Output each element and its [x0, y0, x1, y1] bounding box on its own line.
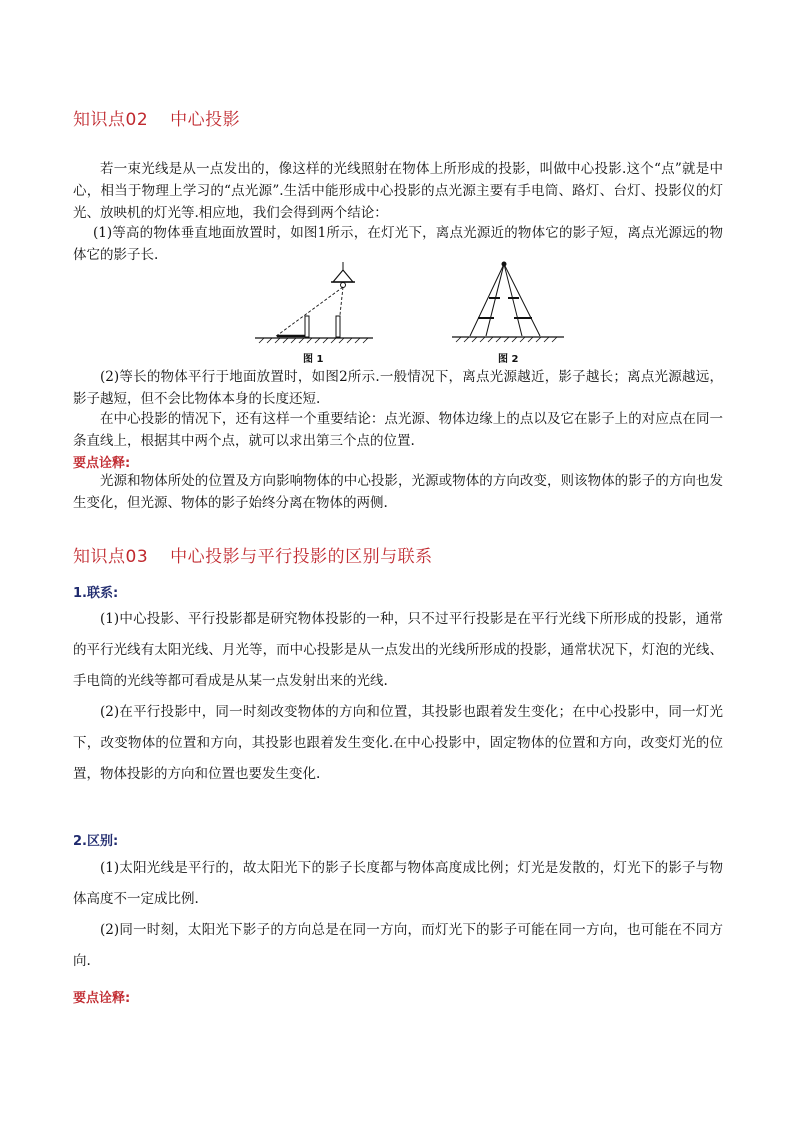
section-02-paragraph-3: (2)等长的物体平行于地面放置时，如图2所示.一般情况下，离点光源越近，影子越长；离点光源越远，影子越短，但不会比物体本身的长度还短. — [73, 369, 723, 407]
link-paragraph-2: (2)在平行投影中，同一时刻改变物体的方向和位置，其投影也跟着发生变化；在中心投影中，同一灯光下，改变物体的位置和方向，其投影也跟着发生变化.在中心投影中，固定物体的位置和方向，改变灯光的位置，物体投影的方向和位置也要发生变化. — [73, 704, 723, 782]
difference-paragraph-1: (1)太阳光线是平行的，故太阳光下的影子长度都与物体高度成比例；灯光是发散的，灯光下的影子与物体高度不一定成比例. — [73, 860, 723, 907]
section-03-number: 知识点03 — [73, 547, 149, 567]
difference-paragraph-2: (2)同一时刻，太阳光下影子的方向总是在同一方向，而灯光下的影子可能在同一方向，也可能在不同方向. — [73, 922, 723, 969]
section-02-paragraph-1: 若一束光线是从一点发出的，像这样的光线照射在物体上所形成的投影，叫做中心投影.这个“点”就是中心，相当于物理上学习的“点光源”.生活中能形成中心投影的点光源主要有手电筒、路灯、台灯、投影仪的灯光、放映机的灯光等.相应地，我们会得到两个结论： — [73, 161, 723, 221]
section-02-number: 知识点02 — [73, 110, 149, 130]
section-03-title: 中心投影与平行投影的区别与联系 — [170, 547, 433, 567]
link-label: 1.联系: — [73, 586, 119, 601]
section-02-key-label: 要点诠释: — [73, 456, 131, 471]
section-03-heading — [73, 542, 433, 567]
figure-1-caption: 图 1 — [303, 354, 324, 365]
section-02-heading — [73, 105, 240, 130]
section-02-paragraph-5: 光源和物体所处的位置及方向影响物体的中心投影，光源或物体的方向改变，则该物体的影子的方向也发生变化，但光源、物体的影子始终分离在物体的两侧. — [73, 473, 723, 511]
section-02-title: 中心投影 — [170, 110, 241, 130]
section-02-paragraph-2: (1)等高的物体垂直地面放置时，如图1所示，在灯光下，离点光源近的物体它的影子短，离点光源远的物体它的影子长. — [73, 225, 723, 263]
figure-2-triangle-diagram — [452, 260, 570, 344]
section-03-key-label: 要点诠释: — [73, 991, 131, 1006]
figure-1-lamp-diagram — [255, 262, 380, 344]
link-paragraph-1: (1)中心投影、平行投影都是研究物体投影的一种，只不过平行投影是在平行光线下所形成的投影，通常的平行光线有太阳光线、月光等，而中心投影是从一点发出的光线所形成的投影，通常状况下，灯泡的光线、手电筒的光线等都可看成是从某一点发射出来的光线. — [73, 611, 723, 689]
figure-2-caption: 图 2 — [498, 354, 519, 365]
section-02-paragraph-4: 在中心投影的情况下，还有这样一个重要结论：点光源、物体边缘上的点以及它在影子上的对应点在同一条直线上，根据其中两个点，就可以求出第三个点的位置. — [73, 411, 723, 449]
difference-label: 2.区别: — [73, 834, 119, 849]
